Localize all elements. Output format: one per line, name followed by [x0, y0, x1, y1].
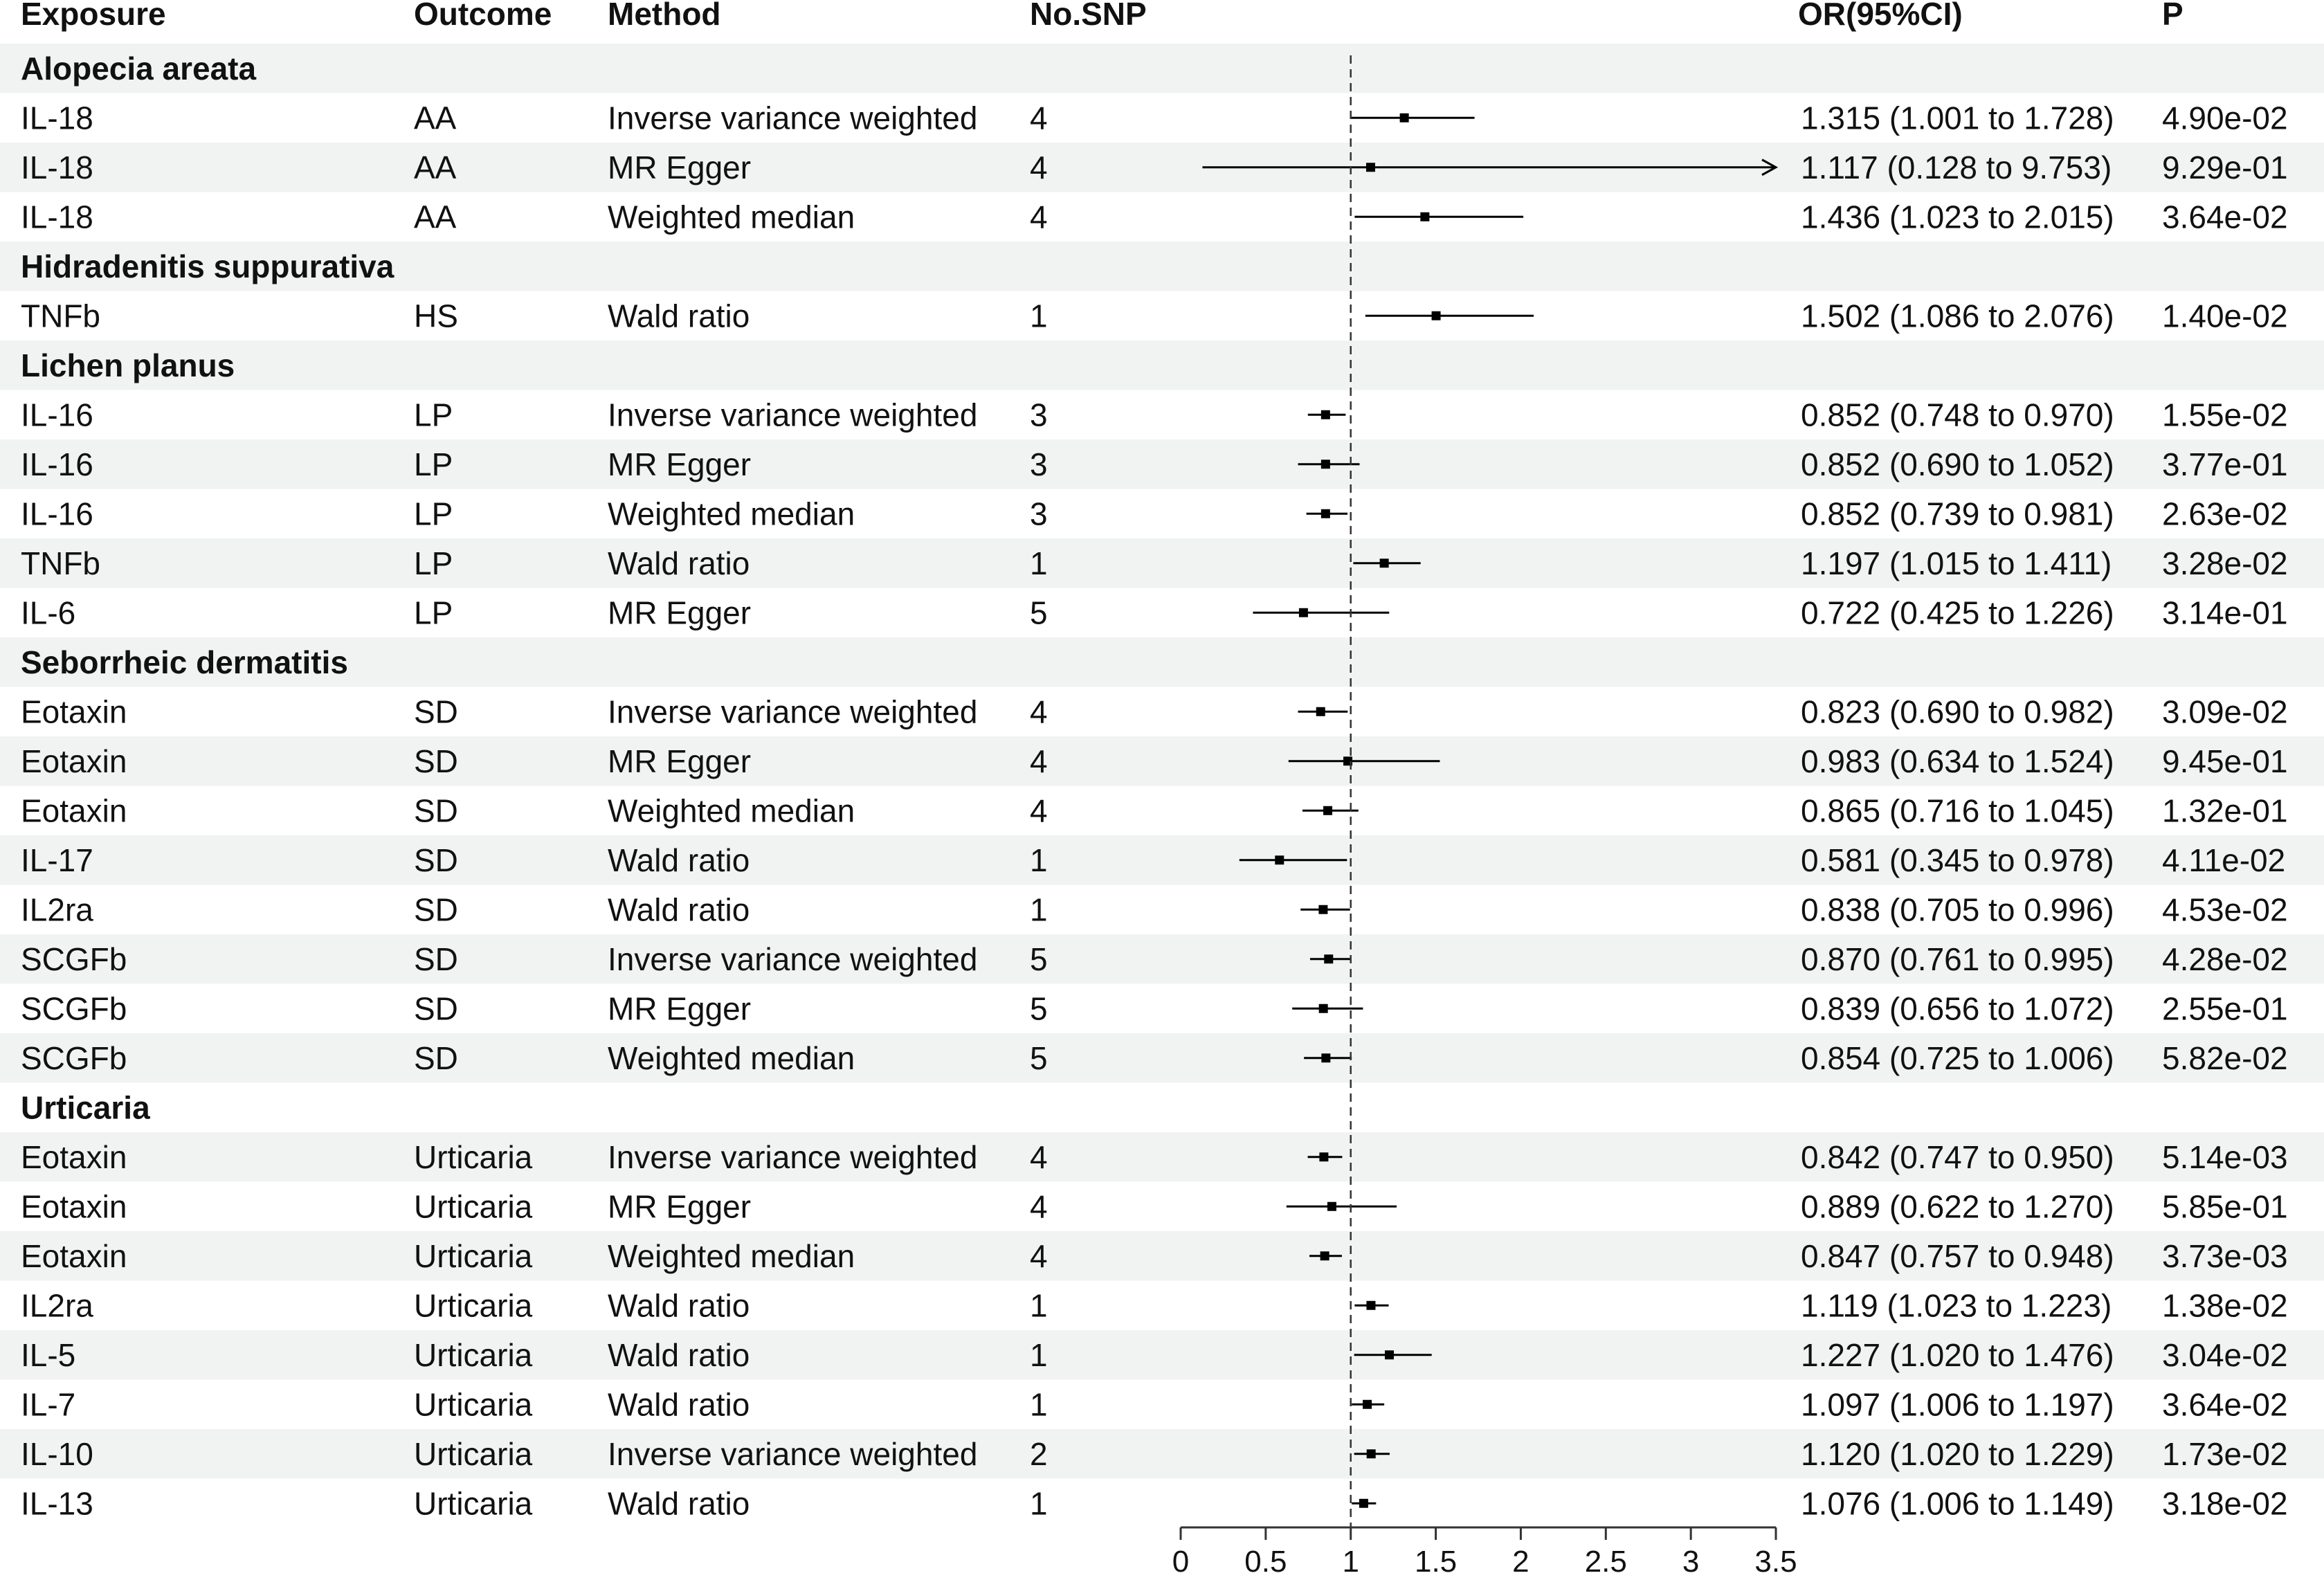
point-estimate	[1299, 608, 1308, 617]
cell-method: Wald ratio	[608, 545, 750, 581]
cell-p: 1.55e-02	[2162, 397, 2288, 433]
cell-method: Inverse variance weighted	[608, 397, 978, 433]
group-title: Lichen planus	[21, 347, 235, 383]
cell-nsnp: 1	[1030, 298, 1048, 334]
point-estimate	[1319, 1004, 1328, 1013]
point-estimate	[1363, 1400, 1372, 1409]
cell-p: 5.82e-02	[2162, 1039, 2288, 1076]
cell-or-ci: 0.852 (0.739 to 0.981)	[1801, 496, 2114, 532]
cell-exposure: TNFb	[21, 545, 100, 581]
cell-method: MR Egger	[608, 990, 752, 1027]
cell-or-ci: 0.852 (0.690 to 1.052)	[1801, 446, 2114, 482]
cell-p: 2.55e-01	[2162, 990, 2288, 1027]
cell-outcome: AA	[414, 199, 457, 235]
cell-outcome: Urticaria	[414, 1485, 533, 1522]
point-estimate	[1321, 410, 1330, 419]
x-tick-label: 2	[1512, 1545, 1529, 1579]
cell-nsnp: 1	[1030, 891, 1048, 928]
cell-nsnp: 2	[1030, 1435, 1048, 1472]
cell-outcome: LP	[414, 594, 453, 631]
cell-method: Inverse variance weighted	[608, 100, 978, 136]
cell-outcome: LP	[414, 545, 453, 581]
cell-outcome: SD	[414, 891, 458, 928]
header-nsnp: No.SNP	[1030, 0, 1147, 32]
cell-nsnp: 1	[1030, 1287, 1048, 1324]
cell-method: MR Egger	[608, 149, 752, 185]
column-header-row	[21, 0, 2184, 32]
header-p: P	[2162, 0, 2184, 32]
point-estimate	[1327, 1202, 1336, 1211]
row-band	[0, 44, 2324, 93]
cell-or-ci: 0.581 (0.345 to 0.978)	[1801, 842, 2114, 878]
x-tick-label: 2.5	[1584, 1545, 1627, 1579]
cell-p: 4.11e-02	[2162, 842, 2286, 878]
cell-nsnp: 1	[1030, 842, 1048, 878]
cell-p: 4.28e-02	[2162, 941, 2288, 977]
cell-method: MR Egger	[608, 1188, 752, 1225]
cell-exposure: IL2ra	[21, 1287, 93, 1324]
point-estimate	[1420, 212, 1429, 221]
cell-method: Weighted median	[608, 1237, 855, 1274]
cell-or-ci: 0.839 (0.656 to 1.072)	[1801, 990, 2114, 1027]
point-estimate	[1366, 1301, 1375, 1310]
cell-outcome: Urticaria	[414, 1386, 533, 1423]
cell-method: Wald ratio	[608, 1336, 750, 1373]
cell-outcome: SD	[414, 743, 458, 779]
cell-or-ci: 0.889 (0.622 to 1.270)	[1801, 1188, 2114, 1225]
cell-or-ci: 1.436 (1.023 to 2.015)	[1801, 199, 2114, 235]
cell-exposure: Eotaxin	[21, 693, 127, 730]
row-band	[0, 340, 2324, 390]
cell-nsnp: 4	[1030, 792, 1048, 829]
cell-outcome: Urticaria	[414, 1237, 533, 1274]
cell-or-ci: 1.502 (1.086 to 2.076)	[1801, 298, 2114, 334]
point-estimate	[1380, 559, 1389, 567]
cell-p: 1.73e-02	[2162, 1435, 2288, 1472]
cell-method: Wald ratio	[608, 1485, 750, 1522]
cell-outcome: Urticaria	[414, 1287, 533, 1324]
cell-outcome: AA	[414, 100, 457, 136]
cell-nsnp: 4	[1030, 149, 1048, 185]
cell-or-ci: 1.119 (1.023 to 1.223)	[1801, 1287, 2112, 1324]
point-estimate	[1323, 806, 1332, 815]
cell-exposure: Eotaxin	[21, 792, 127, 829]
cell-exposure: Eotaxin	[21, 743, 127, 779]
group-title: Alopecia areata	[21, 50, 257, 87]
cell-exposure: IL-17	[21, 842, 93, 878]
cell-method: MR Egger	[608, 446, 752, 482]
cell-method: Weighted median	[608, 199, 855, 235]
cell-exposure: SCGFb	[21, 1039, 127, 1076]
cell-method: MR Egger	[608, 743, 752, 779]
point-estimate	[1316, 707, 1325, 716]
cell-or-ci: 0.854 (0.725 to 1.006)	[1801, 1039, 2114, 1076]
point-estimate	[1275, 855, 1284, 864]
cell-outcome: SD	[414, 990, 458, 1027]
cell-nsnp: 4	[1030, 743, 1048, 779]
cell-or-ci: 0.847 (0.757 to 0.948)	[1801, 1237, 2114, 1274]
group-title: Urticaria	[21, 1089, 150, 1126]
cell-method: Wald ratio	[608, 842, 750, 878]
cell-exposure: IL-6	[21, 594, 76, 631]
cell-or-ci: 0.983 (0.634 to 1.524)	[1801, 743, 2114, 779]
cell-method: Inverse variance weighted	[608, 1138, 978, 1175]
point-estimate	[1432, 311, 1441, 320]
cell-p: 1.38e-02	[2162, 1287, 2288, 1324]
cell-nsnp: 5	[1030, 990, 1048, 1027]
header-exposure: Exposure	[21, 0, 166, 32]
cell-method: Inverse variance weighted	[608, 941, 978, 977]
cell-exposure: TNFb	[21, 298, 100, 334]
cell-method: Wald ratio	[608, 891, 750, 928]
cell-p: 9.29e-01	[2162, 149, 2288, 185]
group-title: Seborrheic dermatitis	[21, 644, 348, 680]
cell-or-ci: 0.870 (0.761 to 0.995)	[1801, 941, 2114, 977]
point-estimate	[1359, 1499, 1368, 1508]
cell-p: 3.28e-02	[2162, 545, 2288, 581]
cell-nsnp: 1	[1030, 1336, 1048, 1373]
cell-outcome: LP	[414, 397, 453, 433]
cell-exposure: IL-18	[21, 100, 93, 136]
cell-or-ci: 0.852 (0.748 to 0.970)	[1801, 397, 2114, 433]
group-title: Hidradenitis suppurativa	[21, 248, 394, 284]
x-tick-label: 3	[1682, 1545, 1700, 1579]
cell-outcome: Urticaria	[414, 1188, 533, 1225]
point-estimate	[1321, 1053, 1330, 1062]
cell-nsnp: 1	[1030, 545, 1048, 581]
cell-or-ci: 0.722 (0.425 to 1.226)	[1801, 594, 2114, 631]
cell-outcome: LP	[414, 446, 453, 482]
point-estimate	[1321, 509, 1330, 518]
x-axis	[1172, 1527, 1797, 1579]
point-estimate	[1400, 113, 1409, 122]
cell-outcome: SD	[414, 1039, 458, 1076]
cell-or-ci: 1.097 (1.006 to 1.197)	[1801, 1386, 2114, 1423]
point-estimate	[1318, 905, 1327, 914]
cell-method: Wald ratio	[608, 1386, 750, 1423]
cell-outcome: Urticaria	[414, 1435, 533, 1472]
cell-or-ci: 0.842 (0.747 to 0.950)	[1801, 1138, 2114, 1175]
x-tick-label: 1	[1342, 1545, 1359, 1579]
cell-outcome: Urticaria	[414, 1336, 533, 1373]
cell-nsnp: 4	[1030, 693, 1048, 730]
cell-outcome: HS	[414, 298, 458, 334]
cell-p: 1.40e-02	[2162, 298, 2288, 334]
cell-method: Weighted median	[608, 496, 855, 532]
cell-outcome: AA	[414, 149, 457, 185]
cell-method: Inverse variance weighted	[608, 693, 978, 730]
cell-p: 2.63e-02	[2162, 496, 2288, 532]
cell-nsnp: 1	[1030, 1485, 1048, 1522]
cell-p: 5.14e-03	[2162, 1138, 2288, 1175]
cell-exposure: Eotaxin	[21, 1188, 127, 1225]
cell-or-ci: 0.838 (0.705 to 0.996)	[1801, 891, 2114, 928]
cell-method: MR Egger	[608, 594, 752, 631]
cell-exposure: Eotaxin	[21, 1138, 127, 1175]
cell-p: 3.73e-03	[2162, 1237, 2288, 1274]
cell-exposure: IL-10	[21, 1435, 93, 1472]
header-method: Method	[608, 0, 721, 32]
cell-method: Weighted median	[608, 792, 855, 829]
cell-exposure: SCGFb	[21, 990, 127, 1027]
cell-p: 3.77e-01	[2162, 446, 2288, 482]
cell-or-ci: 1.315 (1.001 to 1.728)	[1801, 100, 2114, 136]
row-band	[0, 637, 2324, 687]
cell-nsnp: 1	[1030, 1386, 1048, 1423]
cell-nsnp: 5	[1030, 594, 1048, 631]
cell-p: 3.09e-02	[2162, 693, 2288, 730]
point-estimate	[1324, 954, 1333, 963]
cell-nsnp: 4	[1030, 199, 1048, 235]
x-tick-label: 1.5	[1414, 1545, 1458, 1579]
cell-outcome: SD	[414, 792, 458, 829]
cell-nsnp: 5	[1030, 941, 1048, 977]
cell-nsnp: 4	[1030, 100, 1048, 136]
cell-outcome: LP	[414, 496, 453, 532]
cell-p: 3.04e-02	[2162, 1336, 2288, 1373]
x-tick-label: 0	[1172, 1545, 1190, 1579]
cell-p: 3.18e-02	[2162, 1485, 2288, 1522]
cell-nsnp: 3	[1030, 446, 1048, 482]
x-tick-label: 3.5	[1754, 1545, 1797, 1579]
cell-exposure: IL-18	[21, 149, 93, 185]
cell-outcome: SD	[414, 842, 458, 878]
cell-exposure: IL-16	[21, 496, 93, 532]
cell-outcome: Urticaria	[414, 1138, 533, 1175]
cell-nsnp: 5	[1030, 1039, 1048, 1076]
cell-exposure: IL-16	[21, 397, 93, 433]
cell-exposure: Eotaxin	[21, 1237, 127, 1274]
cell-exposure: IL-18	[21, 199, 93, 235]
point-estimate	[1366, 163, 1375, 172]
cell-p: 4.90e-02	[2162, 100, 2288, 136]
cell-or-ci: 1.227 (1.020 to 1.476)	[1801, 1336, 2114, 1373]
cell-p: 9.45e-01	[2162, 743, 2288, 779]
cell-method: Wald ratio	[608, 1287, 750, 1324]
header-or-ci: OR(95%CI)	[1798, 0, 1963, 32]
cell-nsnp: 4	[1030, 1188, 1048, 1225]
cell-exposure: SCGFb	[21, 941, 127, 977]
cell-outcome: SD	[414, 941, 458, 977]
cell-p: 3.14e-01	[2162, 594, 2288, 631]
cell-or-ci: 1.117 (0.128 to 9.753)	[1801, 149, 2112, 185]
point-estimate	[1367, 1449, 1376, 1458]
cell-exposure: IL-7	[21, 1386, 76, 1423]
cell-or-ci: 1.120 (1.020 to 1.229)	[1801, 1435, 2114, 1472]
cell-p: 3.64e-02	[2162, 199, 2288, 235]
cell-p: 4.53e-02	[2162, 891, 2288, 928]
cell-nsnp: 3	[1030, 496, 1048, 532]
cell-exposure: IL-5	[21, 1336, 76, 1373]
cell-p: 1.32e-01	[2162, 792, 2288, 829]
cell-method: Inverse variance weighted	[608, 1435, 978, 1472]
x-tick-label: 0.5	[1244, 1545, 1287, 1579]
cell-p: 5.85e-01	[2162, 1188, 2288, 1225]
cell-exposure: IL-16	[21, 446, 93, 482]
point-estimate	[1385, 1350, 1394, 1359]
cell-or-ci: 1.076 (1.006 to 1.149)	[1801, 1485, 2114, 1522]
cell-or-ci: 0.823 (0.690 to 0.982)	[1801, 693, 2114, 730]
cell-or-ci: 0.865 (0.716 to 1.045)	[1801, 792, 2114, 829]
point-estimate	[1320, 1251, 1329, 1260]
cell-method: Wald ratio	[608, 298, 750, 334]
header-outcome: Outcome	[414, 0, 552, 32]
cell-exposure: IL-13	[21, 1485, 93, 1522]
cell-nsnp: 3	[1030, 397, 1048, 433]
cell-outcome: SD	[414, 693, 458, 730]
cell-p: 3.64e-02	[2162, 1386, 2288, 1423]
cell-nsnp: 4	[1030, 1138, 1048, 1175]
point-estimate	[1319, 1152, 1328, 1161]
cell-exposure: IL2ra	[21, 891, 93, 928]
cell-method: Weighted median	[608, 1039, 855, 1076]
point-estimate	[1321, 460, 1330, 469]
cell-or-ci: 1.197 (1.015 to 1.411)	[1801, 545, 2112, 581]
cell-nsnp: 4	[1030, 1237, 1048, 1274]
